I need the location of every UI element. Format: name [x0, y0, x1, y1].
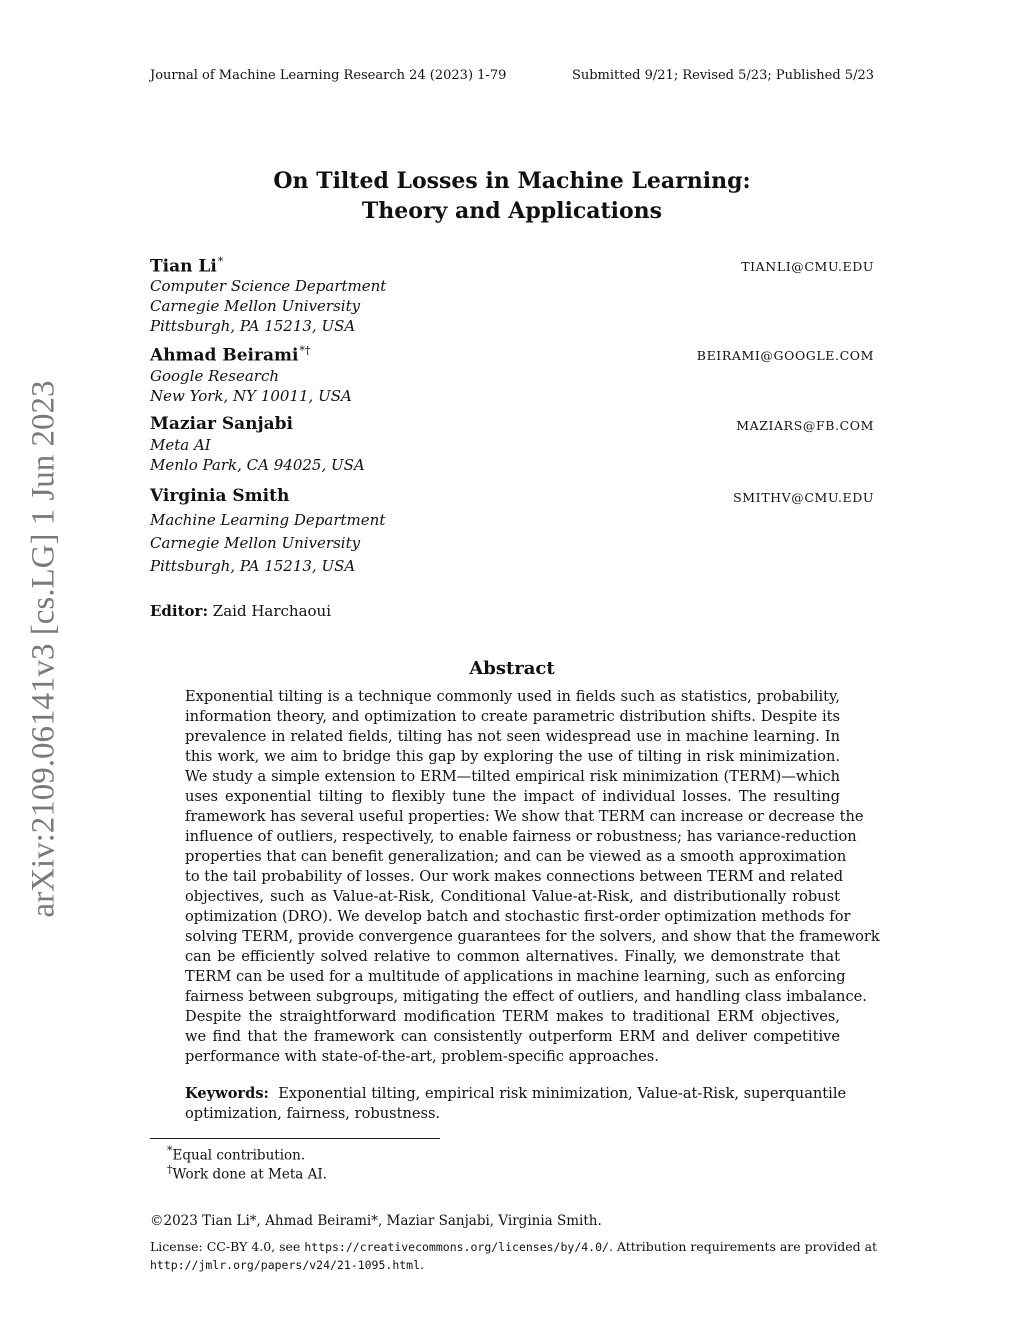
abstract-line: Despite the straightforward modification TERM makes to traditional ERM objectives,: [185, 1008, 840, 1025]
footnote: [166, 1163, 327, 1183]
footnote-divider: [150, 1138, 440, 1139]
author-mark: *†: [299, 344, 311, 357]
abstract-line: can be efficiently solved relative to common alternatives. Finally, we demonstrate that: [185, 948, 840, 965]
abstract-line: framework has several useful properties: We show that TERM can increase or decrease the: [185, 808, 864, 825]
copyright-notice: ©2023 Tian Li*, Ahmad Beirami*, Maziar Sanjabi, Virginia Smith.: [150, 1213, 602, 1229]
abstract-line: We study a simple extension to ERM—tilted empirical risk minimization (TERM)—which: [185, 768, 840, 785]
abstract-line: properties that can benefit generalization; and can be viewed as a smooth approximation: [185, 848, 847, 865]
keywords-line: optimization, fairness, robustness.: [185, 1105, 441, 1122]
footnote-mark: *: [167, 1144, 173, 1157]
abstract-line: solving TERM, provide convergence guarantees for the solvers, and show that the framework: [185, 928, 880, 945]
author-email[interactable]: SMITHV@CMU.EDU: [733, 490, 874, 505]
author-affiliation: Pittsburgh, PA 15213, USA: [150, 557, 356, 575]
license-line: [150, 1257, 424, 1272]
keywords-line: [185, 1085, 847, 1102]
license-end: .: [420, 1257, 425, 1272]
license-prefix: License: CC-BY 4.0, see: [150, 1239, 301, 1254]
abstract-line: Exponential tilting is a technique commonly used in fields such as statistics, probability,: [185, 688, 840, 705]
author-name-text: Maziar Sanjabi: [150, 414, 293, 434]
license-suffix: . Attribution requirements are provided at: [608, 1239, 878, 1254]
editor-name: Zaid Harchaoui: [212, 602, 332, 620]
author-name-text: Virginia Smith: [150, 486, 290, 506]
author-affiliation: Computer Science Department: [150, 277, 387, 295]
abstract-line: fairness between subgroups, mitigating the effect of outliers, and handling class imbalance.: [185, 988, 867, 1005]
abstract-line: objectives, such as Value-at-Risk, Conditional Value-at-Risk, and distributionally robust: [185, 888, 840, 905]
paper-link[interactable]: http://jmlr.org/papers/v24/21-1095.html: [150, 1258, 421, 1272]
editor-line: [150, 602, 331, 620]
author-name-text: Ahmad Beirami: [150, 345, 299, 366]
license-line: [150, 1239, 877, 1254]
abstract-line: TERM can be used for a multitude of applications in machine learning, such as enforcing: [185, 968, 846, 985]
author-name-text: Tian Li: [150, 256, 217, 277]
arxiv-stamp-text: arXiv:2109.06141v3 [cs.LG] 1 Jun 2023: [25, 380, 62, 918]
abstract-line: influence of outliers, respectively, to enable fairness or robustness; has variance-reduction: [185, 828, 857, 845]
abstract-line: prevalence in related fields, tilting has not seen widespread use in machine learning. In: [185, 728, 840, 745]
author-name: [150, 344, 310, 366]
author-affiliation: Carnegie Mellon University: [150, 297, 361, 315]
author-affiliation: New York, NY 10011, USA: [150, 387, 352, 405]
author-affiliation: Machine Learning Department: [150, 511, 386, 529]
footnote-text: Equal contribution.: [172, 1147, 306, 1164]
footnote: [166, 1144, 305, 1164]
abstract-line: performance with state-of-the-art, problem-specific approaches.: [185, 1048, 659, 1065]
abstract-line: to the tail probability of losses. Our work makes connections between TERM and related: [185, 868, 844, 885]
abstract-heading: Abstract: [469, 658, 555, 679]
author-name: [150, 486, 289, 506]
abstract-line: we find that the framework can consistently outperform ERM and deliver competitive: [185, 1028, 840, 1045]
author-email[interactable]: MAZIARS@FB.COM: [736, 418, 874, 433]
abstract-line: information theory, and optimization to create parametric distribution shifts. Despite its: [185, 708, 840, 725]
author-email[interactable]: TIANLI@CMU.EDU: [741, 259, 874, 274]
paper-title-line-1: On Tilted Losses in Machine Learning:: [273, 168, 751, 194]
author-mark: *: [217, 255, 224, 268]
author-affiliation: Meta AI: [150, 436, 211, 454]
license-link[interactable]: https://creativecommons.org/licenses/by/4.0/: [304, 1240, 609, 1254]
author-affiliation: Pittsburgh, PA 15213, USA: [150, 317, 356, 335]
publication-dates: Submitted 9/21; Revised 5/23; Published 5/23: [571, 68, 874, 83]
abstract-line: uses exponential tilting to flexibly tune the impact of individual losses. The resulting: [185, 788, 840, 805]
abstract-line: optimization (DRO). We develop batch and stochastic first-order optimization methods for: [185, 908, 851, 925]
keywords-label: Keywords:: [185, 1085, 269, 1102]
author-affiliation: Google Research: [150, 367, 280, 385]
author-email[interactable]: BEIRAMI@GOOGLE.COM: [696, 348, 874, 363]
author-affiliation: Carnegie Mellon University: [150, 534, 361, 552]
keywords-text: Exponential tilting, empirical risk minimization, Value-at-Risk, superquantile: [278, 1085, 847, 1102]
author-affiliation: Menlo Park, CA 94025, USA: [150, 456, 365, 474]
author-name: [150, 414, 293, 434]
footnote-text: Work done at Meta AI.: [172, 1166, 327, 1183]
footnote-mark: †: [167, 1163, 173, 1176]
editor-label: Editor:: [150, 602, 208, 620]
paper-title-line-2: Theory and Applications: [361, 198, 663, 224]
journal-header: Journal of Machine Learning Research 24 (2023) 1-79: [150, 68, 507, 83]
abstract-line: this work, we aim to bridge this gap by exploring the use of tilting in risk minimization.: [185, 748, 840, 765]
author-name: [150, 255, 223, 277]
